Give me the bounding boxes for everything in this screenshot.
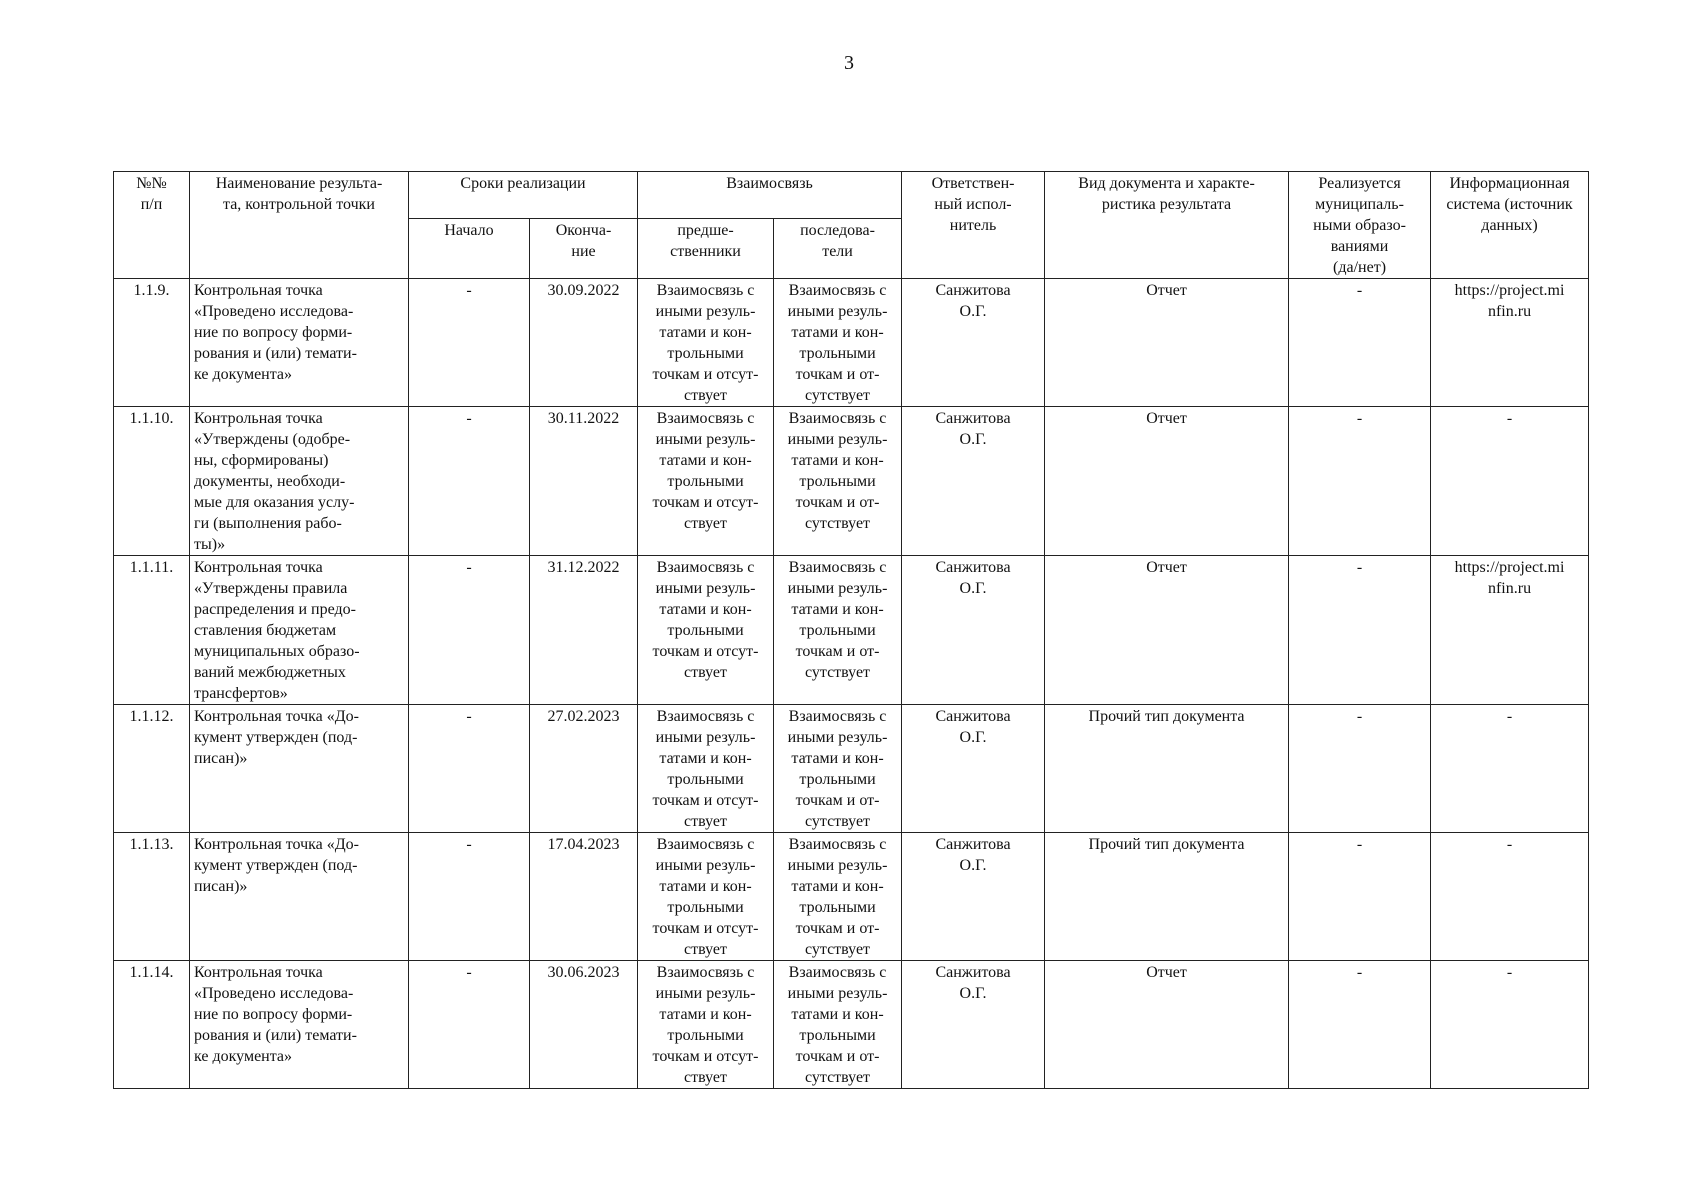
row-name: Контрольная точка «До- кумент утвержден (под- писан)» <box>190 705 409 833</box>
header-relation: Взаимосвязь <box>638 172 902 219</box>
row-num: 1.1.9. <box>114 279 190 407</box>
header-document-type: Вид документа и характе- ристика результата <box>1045 172 1289 279</box>
row-num: 1.1.12. <box>114 705 190 833</box>
row-info-system: - <box>1431 833 1589 961</box>
row-successors: Взаимосвязь с иными резуль- татами и кон- трольными точкам и от- сутствует <box>774 833 902 961</box>
row-municipal: - <box>1289 705 1431 833</box>
header-row <box>114 172 1589 219</box>
row-end: 30.06.2023 <box>530 961 638 1089</box>
row-info-system: https://project.mi nfin.ru <box>1431 279 1589 407</box>
row-end: 27.02.2023 <box>530 705 638 833</box>
row-end: 30.09.2022 <box>530 279 638 407</box>
row-info-system: https://project.mi nfin.ru <box>1431 556 1589 705</box>
row-successors: Взаимосвязь с иными резуль- татами и кон- трольными точкам и от- сутствует <box>774 961 902 1089</box>
row-num: 1.1.13. <box>114 833 190 961</box>
row-num: 1.1.10. <box>114 407 190 556</box>
table-row <box>114 279 1589 407</box>
row-document-type: Отчет <box>1045 279 1289 407</box>
header-successors: последова- тели <box>774 219 902 279</box>
row-num: 1.1.11. <box>114 556 190 705</box>
row-predecessors: Взаимосвязь с иными резуль- татами и кон- трольными точкам и отсут- ствует <box>638 279 774 407</box>
row-executor: Санжитова О.Г. <box>902 833 1045 961</box>
row-successors: Взаимосвязь с иными резуль- татами и кон- трольными точкам и от- сутствует <box>774 407 902 556</box>
row-end: 31.12.2022 <box>530 556 638 705</box>
row-municipal: - <box>1289 833 1431 961</box>
row-executor: Санжитова О.Г. <box>902 705 1045 833</box>
header-info-system: Информационная система (источник данных) <box>1431 172 1589 279</box>
page-number: 3 <box>844 52 854 74</box>
row-start: - <box>409 961 530 1089</box>
row-executor: Санжитова О.Г. <box>902 961 1045 1089</box>
row-end: 17.04.2023 <box>530 833 638 961</box>
row-end: 30.11.2022 <box>530 407 638 556</box>
row-executor: Санжитова О.Г. <box>902 279 1045 407</box>
row-name: Контрольная точка «Проведено исследова- ние по вопросу форми- рования и (или) темати- ке документа» <box>190 961 409 1089</box>
table-row <box>114 705 1589 833</box>
table-row <box>114 556 1589 705</box>
row-start: - <box>409 705 530 833</box>
row-successors: Взаимосвязь с иными резуль- татами и кон- трольными точкам и от- сутствует <box>774 279 902 407</box>
row-municipal: - <box>1289 279 1431 407</box>
row-name: Контрольная точка «Проведено исследова- ние по вопросу форми- рования и (или) темати- ке документа» <box>190 279 409 407</box>
table-row <box>114 407 1589 556</box>
row-document-type: Прочий тип документа <box>1045 833 1289 961</box>
row-start: - <box>409 279 530 407</box>
row-info-system: - <box>1431 407 1589 556</box>
row-executor: Санжитова О.Г. <box>902 556 1045 705</box>
row-document-type: Отчет <box>1045 407 1289 556</box>
header-end: Оконча- ние <box>530 219 638 279</box>
row-predecessors: Взаимосвязь с иными резуль- татами и кон- трольными точкам и отсут- ствует <box>638 556 774 705</box>
table-row <box>114 833 1589 961</box>
row-predecessors: Взаимосвязь с иными резуль- татами и кон- трольными точкам и отсут- ствует <box>638 705 774 833</box>
header-name: Наименование результа- та, контрольной точки <box>190 172 409 279</box>
row-name: Контрольная точка «До- кумент утвержден (под- писан)» <box>190 833 409 961</box>
row-name: Контрольная точка «Утверждены правила распределения и предо- ставления бюджетам муниципальных образо- ваний межбюджетных трансфертов» <box>190 556 409 705</box>
row-document-type: Отчет <box>1045 961 1289 1089</box>
table-row <box>114 961 1589 1089</box>
header-start: Начало <box>409 219 530 279</box>
results-table <box>113 171 1589 1089</box>
row-start: - <box>409 407 530 556</box>
header-num: №№ п/п <box>114 172 190 279</box>
row-info-system: - <box>1431 961 1589 1089</box>
header-predecessors: предше- ственники <box>638 219 774 279</box>
row-municipal: - <box>1289 961 1431 1089</box>
row-document-type: Отчет <box>1045 556 1289 705</box>
row-document-type: Прочий тип документа <box>1045 705 1289 833</box>
row-municipal: - <box>1289 407 1431 556</box>
row-start: - <box>409 833 530 961</box>
header-municipal: Реализуется муниципаль- ными образо- ваниями (да/нет) <box>1289 172 1431 279</box>
row-start: - <box>409 556 530 705</box>
header-terms: Сроки реализации <box>409 172 638 219</box>
row-predecessors: Взаимосвязь с иными резуль- татами и кон- трольными точкам и отсут- ствует <box>638 833 774 961</box>
row-info-system: - <box>1431 705 1589 833</box>
row-name: Контрольная точка «Утверждены (одобре- ны, сформированы) документы, необходи- мые для оказания услу- ги (выполнения рабо- ты)» <box>190 407 409 556</box>
row-predecessors: Взаимосвязь с иными резуль- татами и кон- трольными точкам и отсут- ствует <box>638 407 774 556</box>
row-successors: Взаимосвязь с иными резуль- татами и кон- трольными точкам и от- сутствует <box>774 556 902 705</box>
header-executor: Ответствен- ный испол- нитель <box>902 172 1045 279</box>
row-municipal: - <box>1289 556 1431 705</box>
row-successors: Взаимосвязь с иными резуль- татами и кон- трольными точкам и от- сутствует <box>774 705 902 833</box>
row-executor: Санжитова О.Г. <box>902 407 1045 556</box>
row-predecessors: Взаимосвязь с иными резуль- татами и кон- трольными точкам и отсут- ствует <box>638 961 774 1089</box>
row-num: 1.1.14. <box>114 961 190 1089</box>
